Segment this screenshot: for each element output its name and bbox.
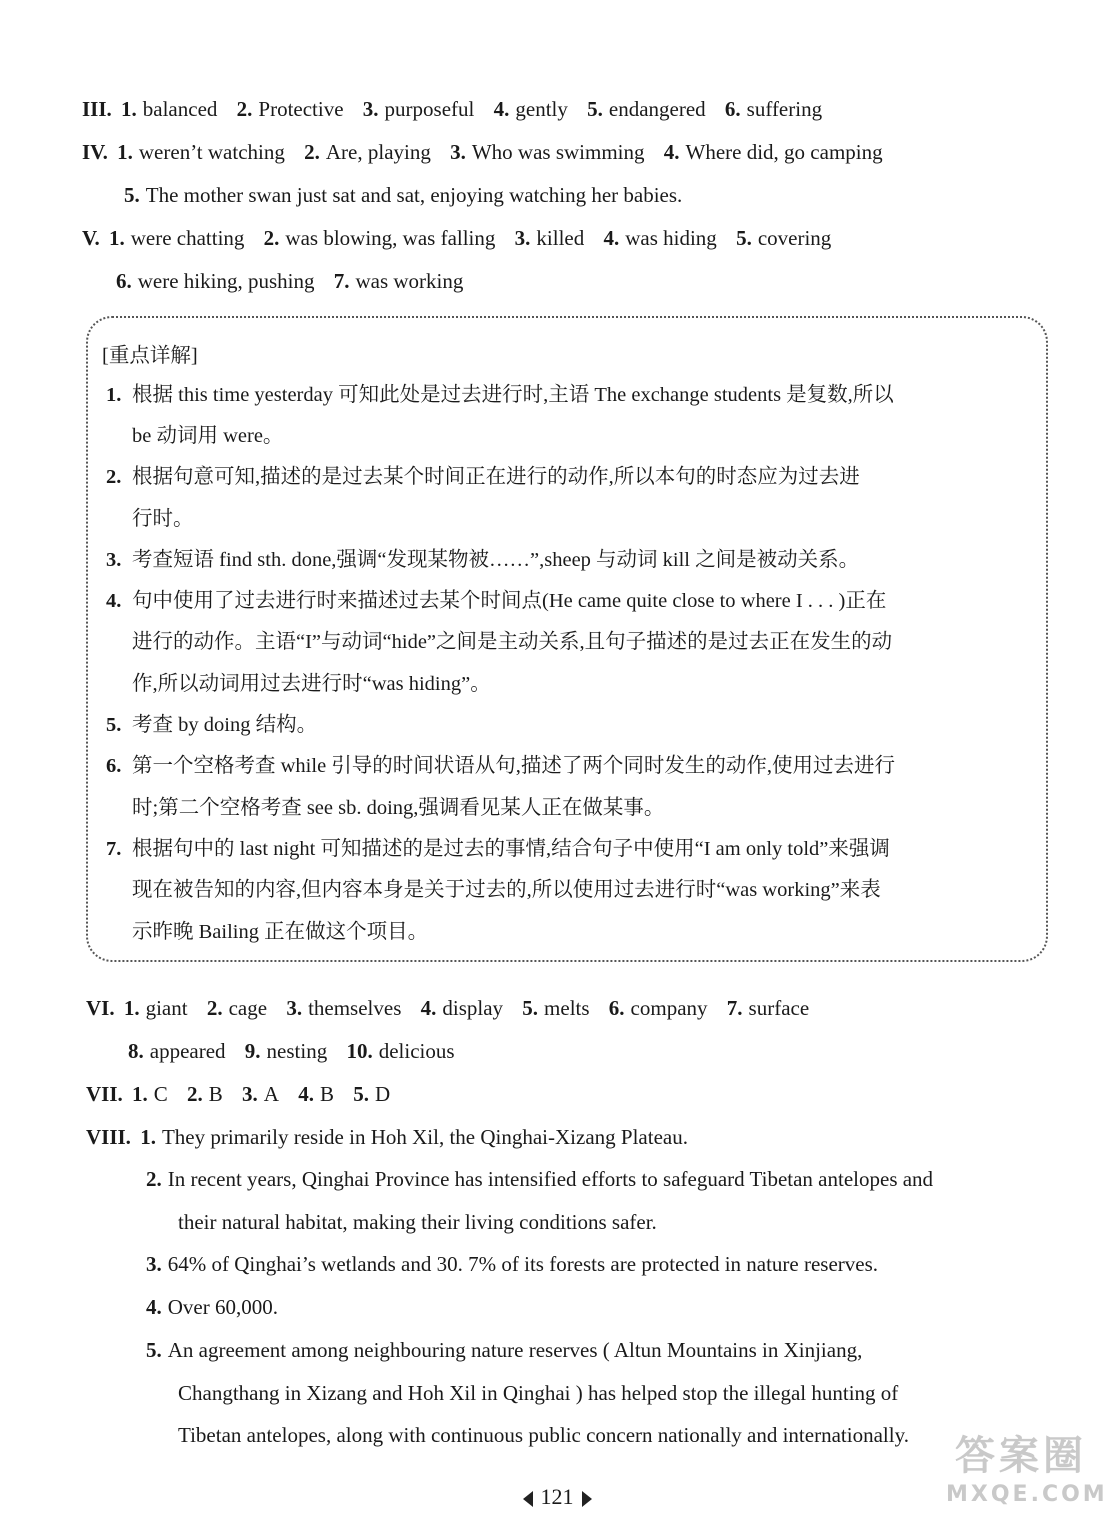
note-text: 句中使用了过去进行时来描述过去某个时间点(He came quite close to where I . . . )正在 [132,590,887,612]
watermark-logo [946,1432,1108,1522]
item-number: 1. [132,1082,148,1106]
item-number: 6. [116,269,132,293]
answer: themselves [308,996,402,1020]
answer: Changthang in Xizang and Hoh Xil in Qinghai ) has helped stop the illegal hunting of [178,1381,899,1405]
item-number: 2. [263,226,280,250]
item-number: 6. [608,996,625,1020]
item-number: 5. [522,996,539,1020]
note-text: 进行的动作。主语“I”与动词“hide”之间是主动关系,且句子描述的是过去正在发生的动 [132,631,893,653]
answer: 64% of Qinghai’s wetlands and 30. 7% of its forests are protected in nature reserves. [167,1252,879,1276]
item-number: 3. [242,1082,258,1106]
item-number: 1. [117,140,133,164]
note-text: 示昨晚 Bailing 正在做这个项目。 [132,921,429,943]
answer: Where did, go camping [685,140,883,164]
answer: Who was swimming [471,140,645,164]
answer: appeared [149,1039,226,1063]
item-number: 8. [128,1039,144,1063]
note-text: 行时。 [132,508,194,530]
item-number: 5. [124,183,140,207]
item-number: 3. [146,1252,162,1276]
item-number: 1. [108,226,125,250]
section-4-row [82,138,897,166]
answer: gently [515,97,568,121]
item-number: 1. [140,1125,156,1149]
item-number: 7. [333,269,350,293]
item-number: 2. [146,1167,162,1191]
answer: delicious [378,1039,455,1063]
watermark-line-2: MXQE.COM [946,1482,1108,1507]
note-number: 3. [106,549,122,571]
answer: purposeful [384,97,475,121]
answer: Over 60,000. [167,1295,278,1319]
item-number: 5. [353,1082,369,1106]
item-number: 7. [726,996,743,1020]
note-text: 根据句意可知,描述的是过去某个时间正在进行的动作,所以本句的时态应为过去进 [132,466,860,488]
item-number: 3. [514,226,531,250]
item-number: 4. [420,996,437,1020]
answer: giant [145,996,188,1020]
section-label: VII. [86,1082,123,1106]
section-label: III. [82,97,112,121]
answer: melts [544,996,590,1020]
answer: B [319,1082,334,1106]
answer: their natural habitat, making their living conditions safer. [178,1210,657,1234]
answer: They primarily reside in Hoh Xil, the Qinghai-Xizang Plateau. [161,1125,688,1149]
answer: was working [355,269,464,293]
answer: covering [757,226,832,250]
triangle-right-icon [582,1491,592,1507]
note-number: 5. [106,714,122,736]
answer: was blowing, was falling [285,226,496,250]
section-8-item-2 [146,1165,933,1193]
item-number: 3. [286,996,303,1020]
section-label: IV. [82,140,108,164]
note-text: 考查短语 find sth. done,强调“发现某物被……”,sheep 与动词 kill 之间是被动关系。 [132,549,860,571]
note-number: 4. [106,590,122,612]
note-text: 现在被告知的内容,但内容本身是关于过去的,所以使用过去进行时“was working”来表 [132,879,881,901]
item-number: 1. [123,996,140,1020]
answer: In recent years, Qinghai Province has intensified efforts to safeguard Tibetan antelopes and [167,1167,934,1191]
section-8-item-4 [146,1293,278,1321]
section-6-row-2 [128,1037,469,1065]
section-5-row-2 [116,267,477,295]
item-number: 5. [736,226,752,250]
section-label: VI. [86,996,115,1020]
item-number: 3. [450,140,466,164]
item-number: 2. [187,1082,203,1106]
answer: killed [536,226,585,250]
item-number: 1. [121,97,137,121]
answer: nesting [266,1039,328,1063]
item-number: 3. [362,97,379,121]
section-4-row-2 [124,181,682,209]
item-number: 2. [304,140,320,164]
section-8-row-1 [86,1123,688,1151]
answer: Are, playing [325,140,431,164]
note-text: 根据 this time yesterday 可知此处是过去进行时,主语 The exchange students 是复数,所以 [132,384,894,406]
answer: Tibetan antelopes, along with continuous public concern nationally and internationally. [178,1423,909,1447]
answer: An agreement among neighbouring nature reserves ( Altun Mountains in Xinjiang, [167,1338,863,1362]
note-text: 考查 by doing 结构。 [132,714,318,736]
item-number: 5. [587,97,603,121]
item-number: 2. [236,97,253,121]
item-number: 4. [663,140,680,164]
section-label: V. [82,226,100,250]
note-text: be 动词用 were。 [132,425,284,447]
note-number: 7. [106,838,122,860]
answer: were chatting [130,226,245,250]
section-8-item-5 [146,1336,862,1364]
note-text: 作,所以动词用过去进行时“was hiding”。 [132,673,491,695]
section-3-row [82,95,836,123]
key-points-title: [重点详解] [102,345,198,367]
answer: balanced [142,97,218,121]
key-points-box [86,316,1048,962]
answer: B [208,1082,223,1106]
triangle-left-icon [523,1491,533,1507]
item-number: 5. [146,1338,162,1362]
watermark-line-1: 答案圈 [955,1433,1087,1479]
note-text: 根据句中的 last night 可知描述的是过去的事情,结合句子中使用“I am only told”来强调 [132,838,890,860]
section-7-row [86,1080,404,1108]
answer: cage [228,996,268,1020]
answer: Protective [258,97,344,121]
answer: D [374,1082,391,1106]
answer: A [263,1082,279,1106]
answer: The mother swan just sat and sat, enjoying watching her babies. [145,183,683,207]
page-number-text: 121 [540,1484,574,1509]
item-number: 10. [346,1039,373,1063]
section-6-row [86,994,823,1022]
item-number: 4. [493,97,510,121]
answer: suffering [746,97,823,121]
answer: weren’t watching [138,140,285,164]
item-number: 2. [206,996,223,1020]
note-number: 2. [106,466,122,488]
note-text: 第一个空格考查 while 引导的时间状语从句,描述了两个同时发生的动作,使用过去进行 [132,755,896,777]
section-label: VIII. [86,1125,131,1149]
answer: display [442,996,504,1020]
answer: company [630,996,708,1020]
answer: C [153,1082,168,1106]
section-5-row [82,224,845,252]
note-number: 1. [106,384,122,406]
section-8-item-3 [146,1250,878,1278]
item-number: 6. [724,97,741,121]
answer: was hiding [625,226,717,250]
item-number: 4. [603,226,620,250]
answer: were hiking, pushing [137,269,315,293]
note-number: 6. [106,755,122,777]
item-number: 9. [244,1039,261,1063]
answer: surface [748,996,810,1020]
item-number: 4. [298,1082,314,1106]
item-number: 4. [146,1295,162,1319]
answer: endangered [608,97,706,121]
note-text: 时;第二个空格考查 see sb. doing,强调看见某人正在做某事。 [132,797,665,819]
